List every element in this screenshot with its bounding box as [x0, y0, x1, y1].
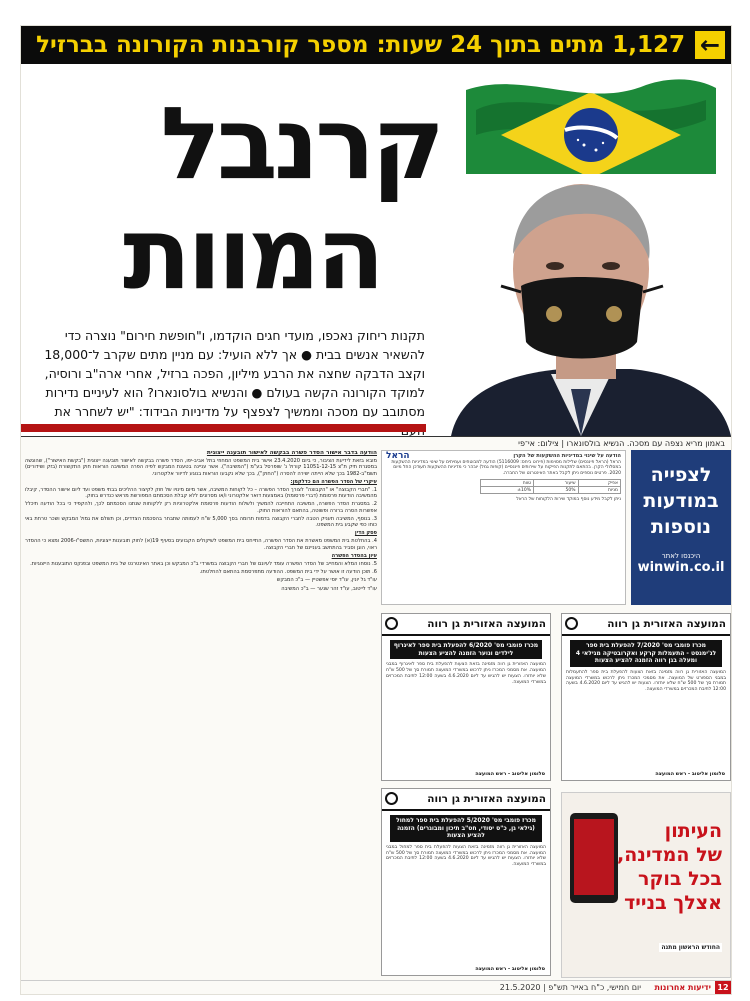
promo-tagline: החודש הראשון מתנה: [661, 944, 720, 951]
table-cell: 50%: [534, 487, 579, 494]
promo-ad[interactable]: [561, 792, 731, 978]
table-cell: מניות: [578, 487, 620, 494]
issue-date: יום חמישי, כ"ח באייר תש"פ | 21.5.2020: [499, 983, 641, 992]
promo-headline: [617, 819, 722, 915]
council-header: [562, 614, 730, 636]
photo-caption: באמון מריא נצפה עם מסכה. הנשיא בולסונארו | צילום: אי־פי: [21, 436, 731, 449]
red-divider: [21, 424, 426, 432]
table-cell: ±10%: [481, 487, 534, 494]
tender-body: המועצה האזורית גן רווה מזמינה בזאת הצעות להפעלת בית ספר להתעמלות במבני הספורט של המועצה. את מסמכי המכרז ניתן לרכוש במשרדי המועצה תמורת סך של 500 ש"ח שלא יוחזרו. הצעות יש להגיש עד ליום 4.6.2020 בשעה 12:00 לתיבת המכרזים במשרדי המועצה.: [566, 669, 727, 693]
harel-table: [480, 479, 621, 494]
bolsonaro-portrait-image: [431, 174, 731, 436]
promo-line-1: העיתון: [664, 820, 722, 842]
arrow-icon: ←: [695, 31, 725, 59]
harel-footer: ניתן לקבל מידע נוסף במוקד שירות הלקוחות של הראל: [516, 497, 621, 503]
tender-title: מכרז פומבי מס' 5/2020 להפעלת בית ספר למחול (גילאי גן, כ"ס יסודי, חט"ב תיכון ומבוגרים) הזמנה להציע הצעות: [390, 815, 542, 842]
winwin-line-3: נוספות: [650, 516, 712, 538]
legal-notice: [25, 450, 377, 978]
table-cell: שיעור: [534, 480, 579, 487]
headline-line-2: המוות: [122, 195, 381, 312]
publication-name: ידיעות אחרונות: [654, 983, 711, 992]
tender-signature: סלומון אליטוב - ראש המועצה: [475, 771, 545, 777]
tender-body: המועצה האזורית גן רווה מזמינה בזאת הצעות להפעלת בית ספר למחול במבני המועצה. את מסמכי המכרז ניתן לרכוש במשרדי המועצה תמורת סך של 500 ש"ח שלא יוחזרו. הצעות יש להגיש עד ליום 4.6.2020 בשעה 12:00 לתיבת המכרזים במשרדי המועצה.: [386, 844, 546, 868]
legal-notice-title: הודעה בדבר אישור הסדר פשרה בבקשה לאישור תובענה ייצוגית: [206, 450, 377, 456]
legal-paragraph: 1. "חברי הקבוצה" או "הקבוצה" לצורך הסדר הפשרה – כל לקוחות המשיבה, אשר מיום מינויו של חוק לקיצור ההליכים בבתי משפט ועד ליום אישור ההסדר, קיבלו מהמשיבה הודעות פרסומת (דברי פרסומת) באמצעות דואר אלקטרוני ו/או מסרונים ללא קבלת הסכמתם המפורשת מראש כנדרש בחוק.: [25, 487, 377, 500]
harel-notice: [381, 450, 626, 605]
ads-column: [381, 450, 731, 978]
main-headline: [31, 85, 451, 324]
tender-title: מכרז פומבי מס' 6/2020 להפעלת בית ספר לאיגרוף לילדים ונוער הזמנה להציע הצעות: [390, 640, 542, 659]
council-header-text: המועצה האזורית גן רווה: [427, 618, 546, 630]
tender-signature: סלומון אליטוב - ראש המועצה: [655, 771, 725, 777]
winwin-line-2: במודעות: [643, 490, 719, 512]
subheadline: תקנות ריחוק נאכפו, מועדי חגים הוקדמו, ו"חופשת חירום" נוצרה כדי להשאיר אנשים בבית ● אך ללא הועיל: עם מניין מתים שקרב ל־18,000 וקצב הדבקה שחצה את הרבע מיליון, הפכה ברזיל, אחרי ארה"ב ורוסיה, למוקד הקורונה הקשה בעולם ● והנשיא בולסונארו? הוא לעיניים נדירות מסתובב עם מסכה וממשיך לצפצף על מדיניות הבידוד: "יש לשחרר את: [44, 328, 425, 419]
page-number: 12: [715, 981, 731, 995]
harel-title: הודעה על שינוי במדיניות ההשקעות של הקרן: [513, 453, 621, 459]
legal-paragraph: 6. תוכן הודעה זו אושר על ידי בית המשפט. ההודעה מתפרסמת בהתאם להחלטתו.: [199, 569, 377, 576]
council-header-text: המועצה האזורית גן רווה: [607, 618, 726, 630]
legal-paragraph: 5. נוסחו המלא והמחייב של הסדר הפשרה עומד לעיונם של חברי הקבוצה במשרדי ב"כ המבקש וכן באתר האינטרנט של בית המשפט ובפנקס התובענות הייצוגיות.: [30, 561, 377, 568]
table-cell: אפיק: [578, 480, 620, 487]
council-notice-gymnastics: [561, 613, 731, 781]
tender-body: המועצה האזורית גן רווה מזמינה בזאת הצעות להפעלת בית ספר לאיגרוף במבני המועצה. את מסמכי המכרז ניתן לרכוש במשרדי המועצה תמורת סך של 500 ש"ח שלא יוחזרו. הצעות יש להגיש עד ליום 4.6.2020 בשעה 12:00 לתיבת המכרזים במשרדי המועצה.: [386, 662, 546, 685]
legal-section-title: פסק הדין: [354, 530, 377, 537]
council-header: [382, 614, 550, 636]
harel-body: הראל (הראל פיננסים) שלילות מסוימות (פירוט ביחס: 5116009) הודעה למבוטחים ועמיתים על שינוי במדיניות ההשקעות במסלולי הקרן. בהתאם לתקנות הפיקוח על שירותים פיננסיים (קופות גמל) יובהר כי מדיניות ההשקעות תעודכן החל מיום 2020. פרטים נוספים ניתן לקבל באתר האינטרנט של החברה.: [391, 459, 621, 476]
council-emblem-icon: [565, 617, 578, 630]
legal-signature: עו"ד לייטוב, עו"ד זהר שנער — ב"כ המשיבה: [281, 585, 377, 592]
winwin-cta: היכנסו לאתר: [661, 552, 701, 560]
promo-line-3: בכל בוקר: [638, 868, 722, 890]
newspaper-page: [20, 25, 732, 995]
legal-notice-intro: מובא בזאת לידיעת הציבור, כי ביום 23.4.2020 אישר בית המשפט המחוזי בתל אביב-יפו, הסדר פשרה בבקשה לאישור תובענה ייצוגית ("בקשת האישור"), שהוגשה במסגרת תיק ת"צ 11051-12-15 קורול נ' שופרסל בע"מ ("המשיבה"). אשר עניינה בטענת המבקש לפיה הפרה המשיבה הוראות חוק התקשורת (בזק ושידורים) תשמ"ב-1982 בכך שלא הייתה ישירה להסרה ("החוק"), בכך שלא נקבעו הוראות בנוגע לדיוור אלקטרוני.: [25, 458, 377, 477]
banner-headline: 1,127 מתים בתוך 24 שעות: מספר קורבנות הקורונה בברזיל: [36, 32, 685, 58]
phone-icon: [570, 813, 618, 903]
legal-paragraph: 4. בהחלטת בית המשפט מאשרת את הסדר הפשרה, התייחס בית המשפט לשיקולים הקבועים בסעיף 19(א) לחוק תובענות ייצוגיות, התשס"ו-2006 ומצא כי ההסדר ראוי, הוגן וסביר בהתחשב בעניינם של חברי הקבוצה.: [25, 538, 377, 551]
promo-line-2: של המדינה,: [617, 844, 722, 866]
legal-section-title: עיקרי של הסדר הפשרה הם כדלקמן:: [290, 478, 377, 485]
legal-signature: עו"ד גל יונין, עו"ד יוסי אפשטיין — ב"כ המבקש: [276, 577, 377, 584]
table-cell: טווח: [481, 480, 534, 487]
tender-title: מכרז פומבי מס' 7/2020 להפעלת בית ספר לג'ימנסט - התעמלות קרקע ואקרובטיקה מגילאי 4 ומעלה בגן רווה הזמנה להציע הצעות: [570, 640, 722, 667]
tender-signature: סלומון אליטוב - ראש המועצה: [475, 966, 545, 972]
council-emblem-icon: [385, 792, 398, 805]
legal-paragraph: 3. בנוסף, המשיבה תעניק הטבה לחברי הקבוצה בדמות תרומה בסך 5,000 ש"ח לעמותה שתבחר בהסכמת הצדדים, וכן תשלם את גמול המבקש ושכר טרחת באי כוחו כפי שקבע בית המשפט.: [25, 515, 377, 529]
headline-line-1: קרנבל: [160, 85, 441, 202]
council-header: [382, 789, 550, 811]
page-footer: [21, 980, 731, 995]
legal-paragraph: 2. במסגרת הסדר הפשרה, המשיבה התחייבה להמשיך ולשלוח הודעות פרסומת אלקטרוניות רק ללקוחות שנתנו הסכמתם לכך, ולהקפיד כי בכל הודעה תיכלל אפשרות הסרה ברורה ופשוטה, בהתאם להוראות החוק.: [25, 501, 377, 514]
council-header-text: המועצה האזורית גן רווה: [427, 793, 546, 805]
winwin-ad[interactable]: [631, 450, 731, 605]
lower-section: [21, 450, 731, 978]
council-notice-dance: [381, 788, 551, 976]
winwin-brand[interactable]: winwin.co.il: [637, 560, 725, 575]
council-emblem-icon: [385, 617, 398, 630]
top-banner: [21, 26, 731, 64]
winwin-line-1: לצפייה: [650, 464, 712, 486]
legal-section-title: עיון בהסדר הפשרה: [331, 552, 377, 559]
harel-logo: הראל: [386, 451, 410, 461]
promo-line-4: אצלך בנייד: [624, 892, 722, 914]
hero-section: [21, 64, 731, 436]
council-notice-boxing: [381, 613, 551, 781]
